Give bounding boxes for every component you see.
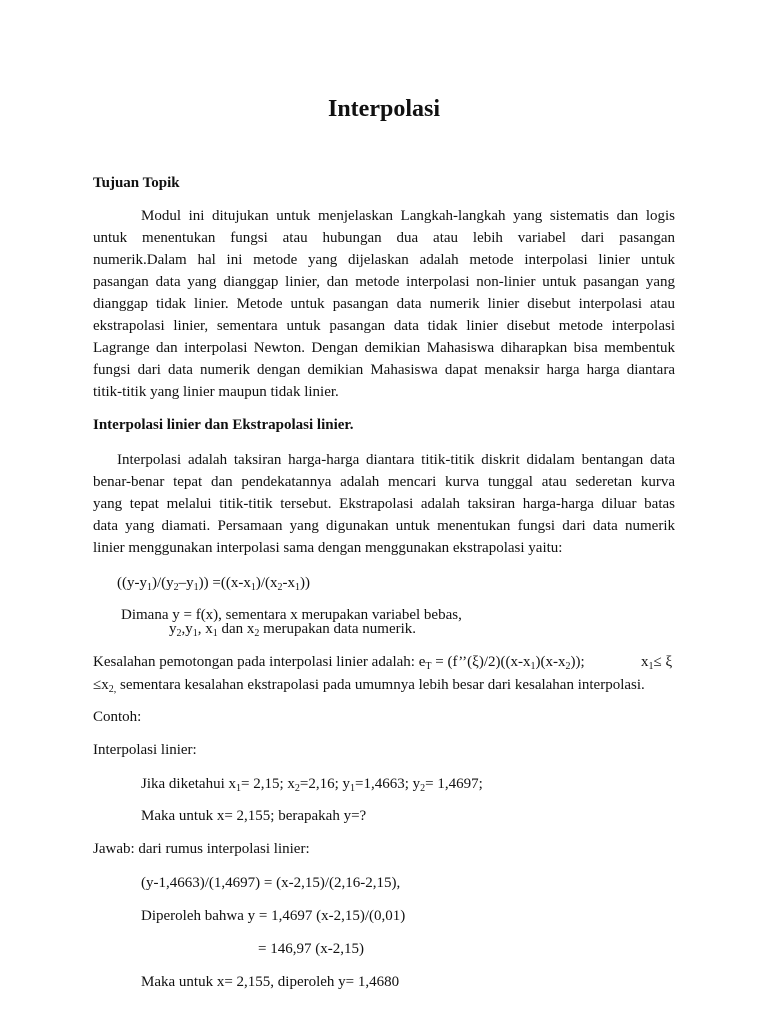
contoh-label: Contoh: <box>93 709 142 725</box>
paragraph-line: titik-titik yang linier maupun tidak linier. <box>93 384 339 400</box>
paragraph-line: yang tepat melalui titik-titik tersebut. Ekstrapolasi adalah taksiran harga-harga diluar batas <box>93 496 675 512</box>
paragraph-line: numerik.Dalam hal ini metode yang dijelaskan adalah metode interpolasi linier untuk <box>93 252 675 268</box>
step-line: (y-1,4663)/(1,4697) = (x-2,15)/(2,16-2,15), <box>141 875 401 891</box>
paragraph-line: linier menggunakan interpolasi sama dengan menggunakan ekstrapolasi yaitu: <box>93 540 563 556</box>
interpolasi-linier-label: Interpolasi linier: <box>93 742 197 758</box>
paragraph-line: ekstrapolasi linier, sementara untuk pasangan data tidak linier disebut metode interpolasi <box>93 318 675 334</box>
diketahui-line: Jika diketahui $x_1= 2,15$; $x_2=2,16$; $y_1=1,4663$; $y_2= 1,4697$; <box>141 776 483 794</box>
jawab-line: Jawab: dari rumus interpolasi linier: <box>93 841 310 857</box>
step-line: Diperoleh bahwa y = 1,4697 (x-2,15)/(0,01) <box>141 908 406 924</box>
paragraph-line: Interpolasi adalah taksiran harga-harga diantara titik-titik diskrit didalam bentangan data <box>117 452 675 468</box>
result-line: Maka untuk x= 2,155, diperoleh y= 1,4680 <box>141 974 400 990</box>
page-title: Interpolasi <box>327 96 440 122</box>
paragraph-line: untuk menentukan fungsi atau hubungan dua atau lebih variabel dari pasangan <box>93 230 675 246</box>
paragraph-line: pasangan data yang dianggap linier, dan metode interpolasi non-linier untuk pasangan yang <box>93 274 675 290</box>
numerik-line: $y_2,y_1$, $x_1$ dan $x_2$ merupakan data numerik. <box>169 621 417 639</box>
kesalahan-line: Kesalahan pemotongan pada interpolasi linier adalah: $e_T$ = $(f’’(\xi)/2)((x-x_1)(x-x_2))$; <box>93 654 585 672</box>
step-line: = 146,97 (x-2,15) <box>258 941 364 957</box>
formula-interpolasi: $((y-y_1)/(y_2-y_1)) =((x-x_1)/(x_2-x_1))$ <box>117 575 311 593</box>
kesalahan-line-2: $\le x_{2,}$ sementara kesalahan ekstrapolasi pada umumnya lebih besar dari kesalahan interpolasi. <box>93 677 645 695</box>
paragraph-line: Lagrange dan interpolasi Newton. Dengan demikian Mahasiswa diharapkan bisa membentuk <box>93 340 675 356</box>
paragraph-line: data yang diamati. Persamaan yang digunakan untuk menentukan fungsi dari data numerik <box>93 518 675 534</box>
paragraph-line: fungsi dari data numerik dengan demikian Mahasiswa dapat menaksir harga harga diantara <box>93 362 675 378</box>
paragraph-line: Modul ini ditujukan untuk menjelaskan Langkah-langkah yang sistematis dan logis <box>141 208 675 224</box>
paragraph-line: benar-benar tepat dan pendekatannya adalah mencari kurva tunggal atau sederetan kurva <box>93 474 675 490</box>
paragraph-line: dianggap tidak linier. Metode untuk pasangan data numerik linier disebut interpolasi atau <box>93 296 675 312</box>
section-heading-tujuan: Tujuan Topik <box>93 175 180 191</box>
dimana-line: Dimana y = f(x), sementara x merupakan variabel bebas, <box>121 607 462 623</box>
kesalahan-range: $x_1\le \xi$ <box>641 654 673 672</box>
section-heading-interpolasi: Interpolasi linier dan Ekstrapolasi linier. <box>93 417 354 433</box>
maka-untuk-line: Maka untuk x= 2,155; berapakah y=? <box>141 808 367 824</box>
